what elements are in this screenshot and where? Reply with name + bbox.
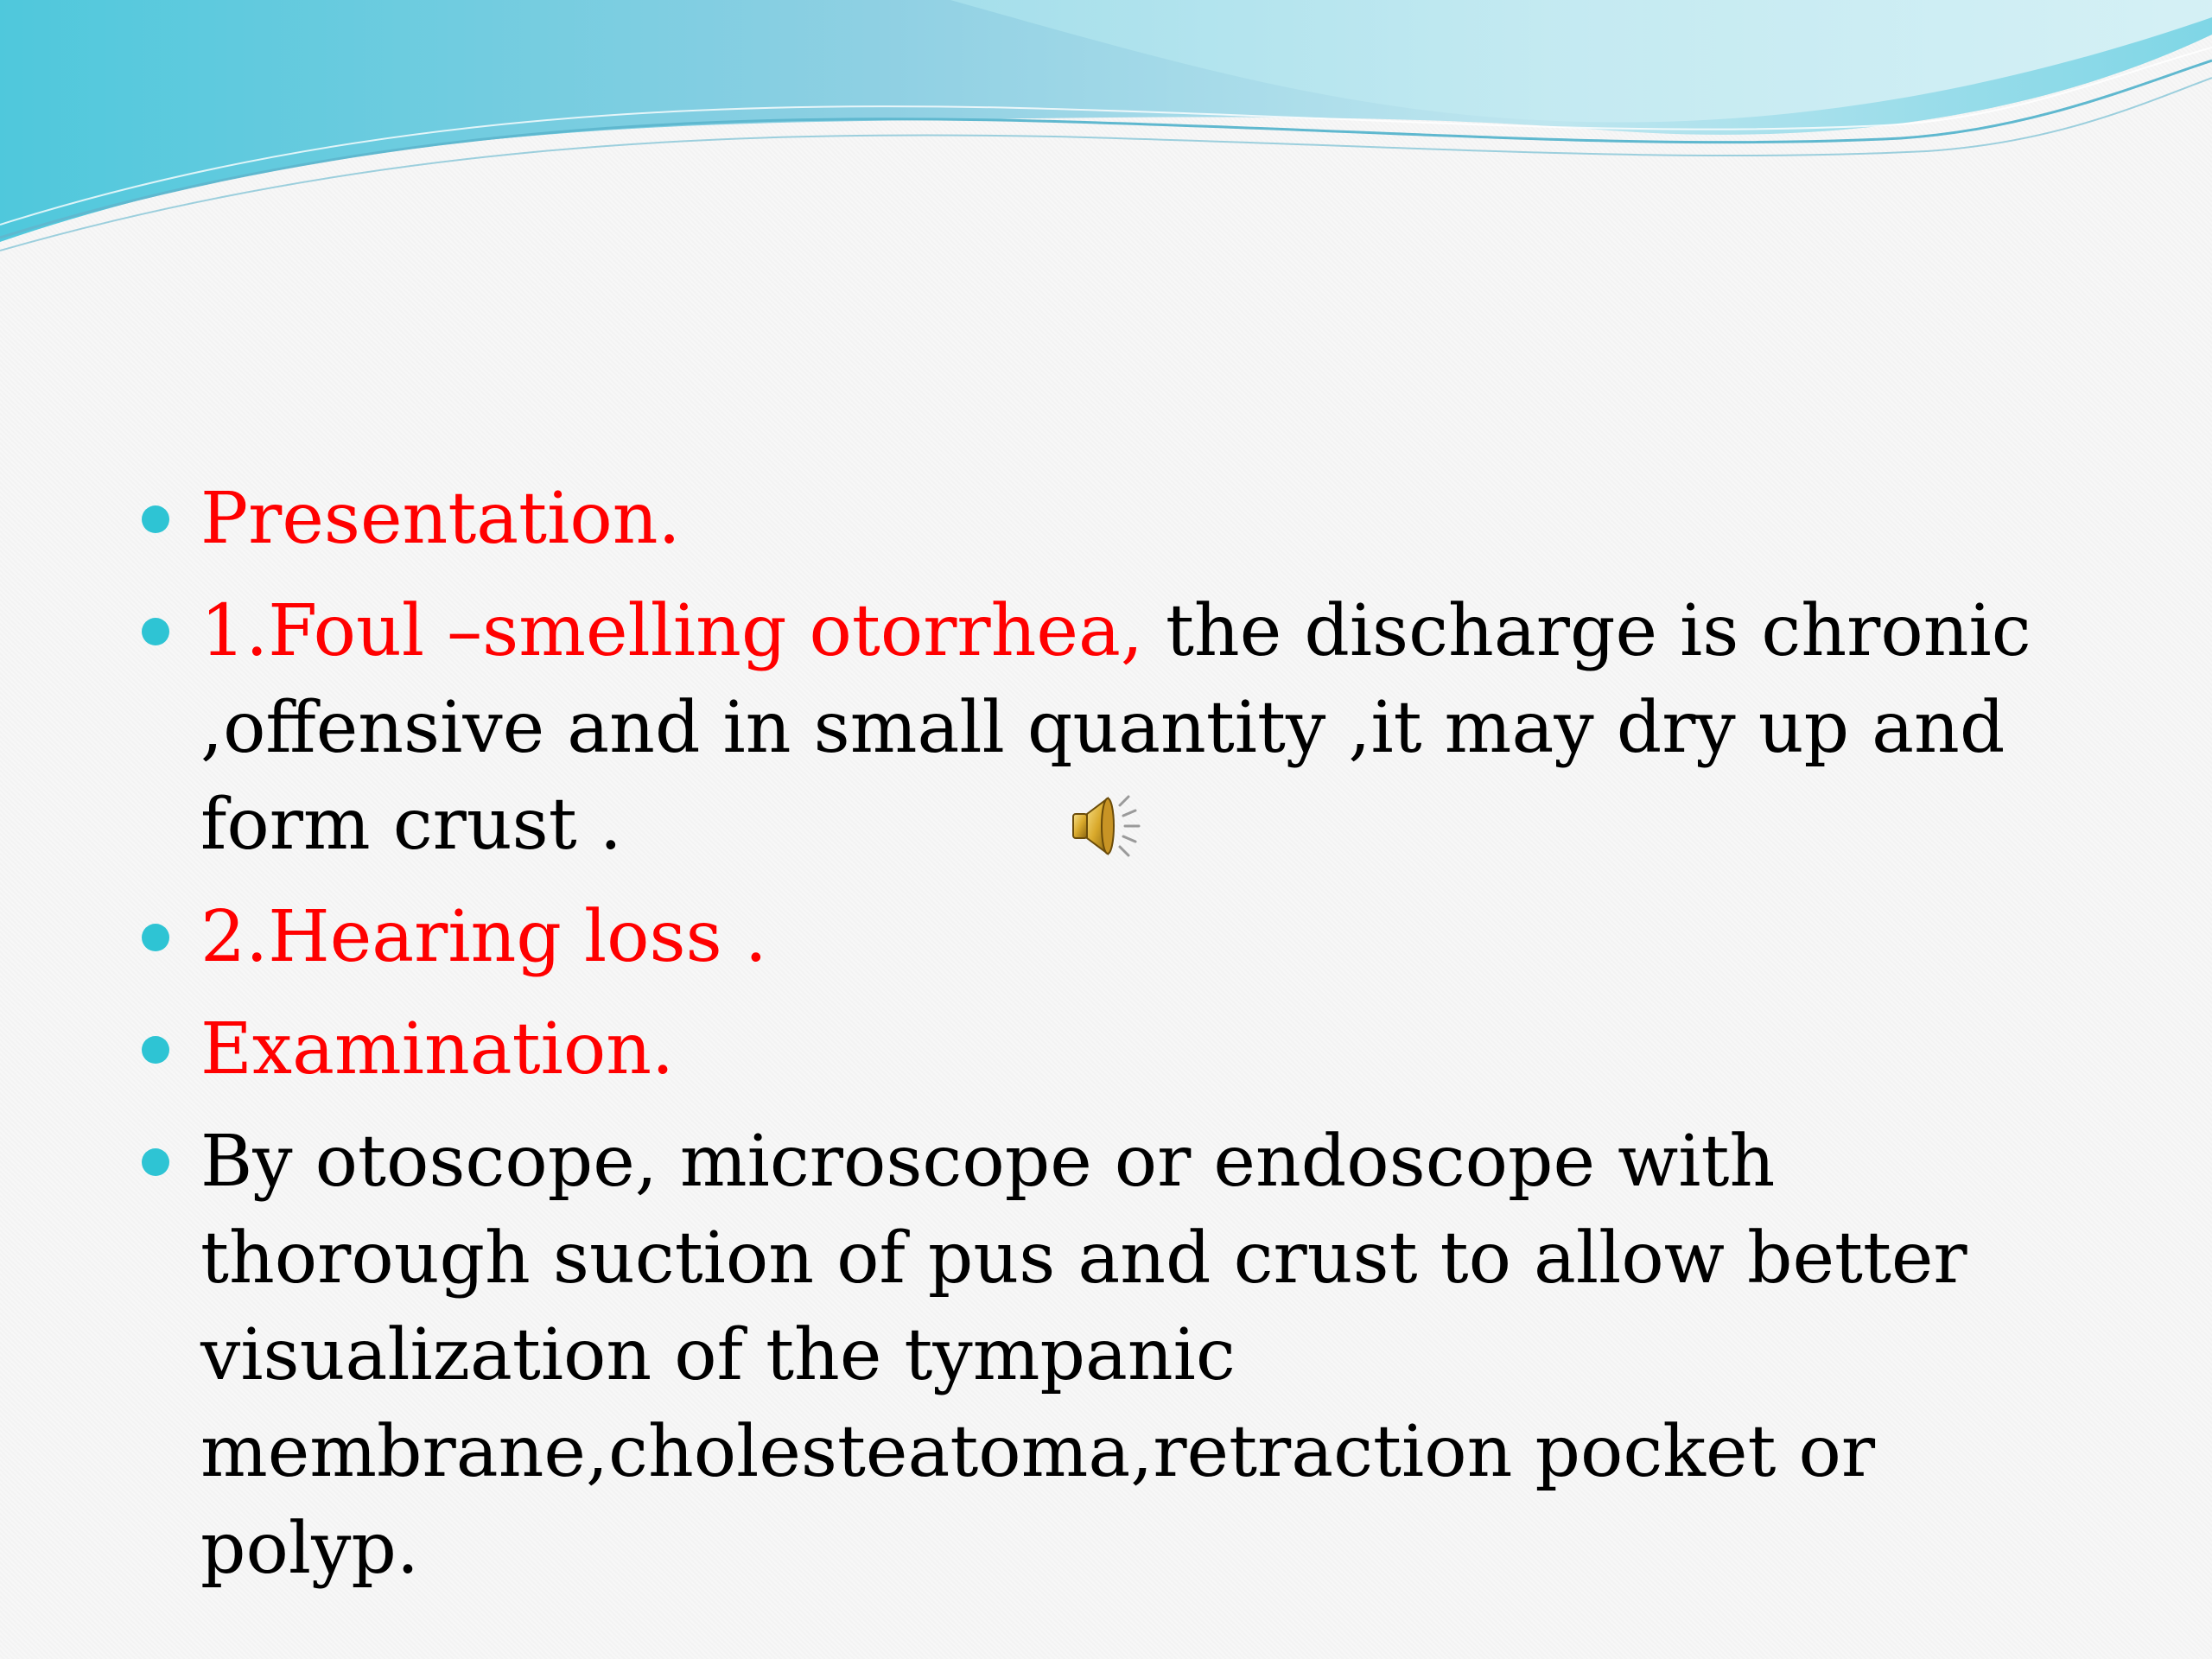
bullet-dot-icon [142, 1036, 169, 1064]
bullet-red-text: 1.Foul –smelling otorrhea, [200, 590, 1143, 672]
bullet-red-text: Examination. [200, 1008, 675, 1090]
bullet-otoscope [138, 1114, 2091, 1598]
bullet-text: the discharge is chronic ,offensive and in small quantity ,it may dry up and form crust . [200, 590, 2031, 866]
bullet-text: By otoscope, microscope or endoscope with thorough suction of pus and crust to allow better visualization of the tympanic membrane,cholesteatoma,retraction pocket or polyp. [200, 1121, 1967, 1590]
bullet-presentation [138, 471, 2091, 568]
bullet-dot-icon [142, 924, 169, 951]
bullet-red-text: 2.Hearing loss . [200, 896, 767, 978]
speaker-icon[interactable] [1066, 788, 1144, 866]
bullet-hearing-loss [138, 889, 2091, 986]
bullet-dot-icon [142, 1148, 169, 1176]
header-wave-decoration [0, 0, 2212, 259]
bullet-examination [138, 1001, 2091, 1098]
bullet-dot-icon [142, 505, 169, 533]
bullet-red-text: Presentation. [200, 478, 681, 560]
bullet-dot-icon [142, 618, 169, 645]
bullet-list [138, 471, 2091, 1613]
